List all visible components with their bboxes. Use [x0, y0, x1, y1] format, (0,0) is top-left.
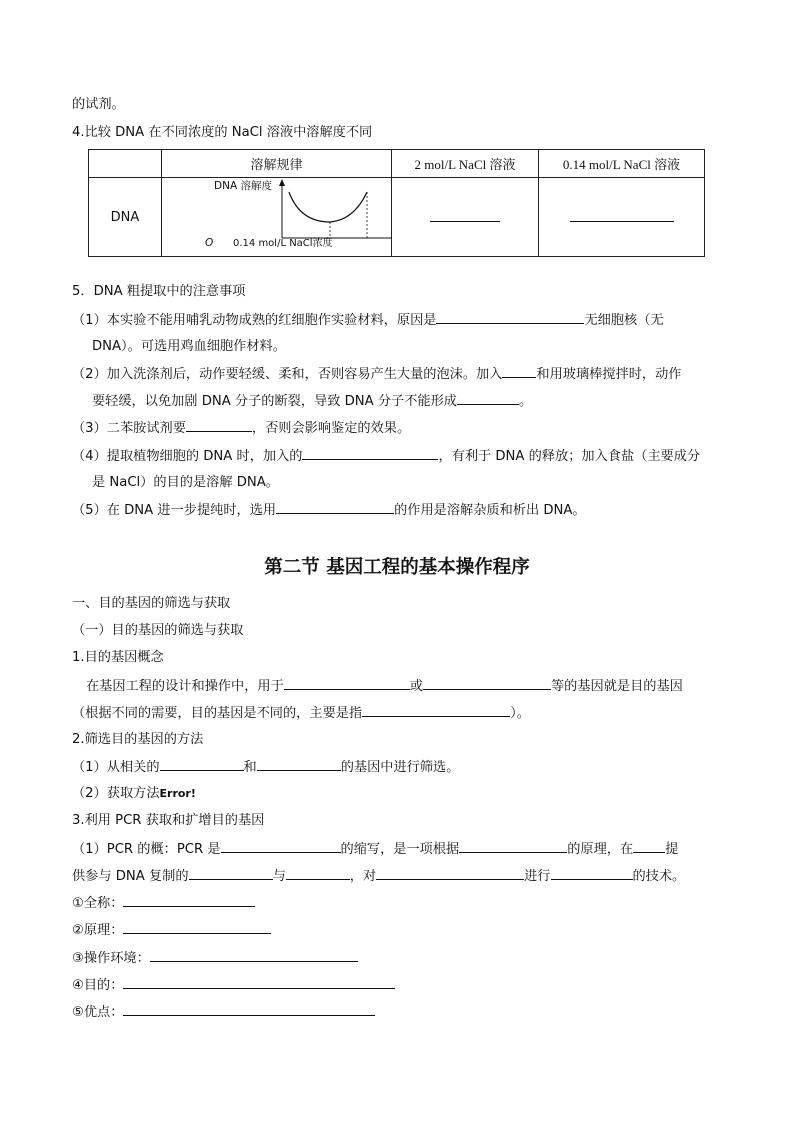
- text-line: 1.目的基因概念: [72, 650, 164, 665]
- fill-blank[interactable]: [123, 976, 395, 989]
- fill-blank[interactable]: [257, 758, 341, 771]
- text-line: （3）二苯胺试剂要 ，否则会影响鉴定的效果。: [72, 421, 411, 436]
- fill-blank[interactable]: [302, 447, 438, 460]
- text-line: 的试剂。: [72, 97, 125, 112]
- fill-blank[interactable]: [457, 392, 519, 405]
- fill-blank[interactable]: [459, 840, 567, 853]
- fill-blank[interactable]: [160, 758, 244, 771]
- text-line: 供参与 DNA 复制的 与 ，对 进行 的技术。: [72, 869, 686, 884]
- fill-blank[interactable]: [633, 840, 665, 853]
- graph-x-label: 0.14 mol/L NaCl浓度: [233, 238, 333, 249]
- text-line: 一、目的基因的筛选与获取: [72, 596, 231, 611]
- text-line: 2.筛选目的基因的方法: [72, 732, 204, 747]
- fill-blank[interactable]: [551, 867, 633, 880]
- answer-cell-2mol[interactable]: [392, 178, 539, 257]
- fill-blank[interactable]: [376, 867, 524, 880]
- text-line: （4）提取植物细胞的 DNA 时，加入的 ，有利于 DNA 的释放；加入食盐（主要成分: [72, 449, 701, 464]
- fill-blank[interactable]: [221, 840, 341, 853]
- fill-blank[interactable]: [423, 677, 551, 690]
- graph-y-label: DNA 溶解度: [214, 180, 272, 192]
- text-line: 4.比较 DNA 在不同浓度的 NaCl 溶液中溶解度不同: [72, 125, 373, 140]
- text-line: （根据不同的需要，目的基因是不同的，主要是指 ）。: [72, 706, 530, 721]
- table-corner-cell: [89, 150, 162, 178]
- table-header-2mol: 2 mol/L NaCl 溶液: [392, 150, 539, 178]
- text-line: 是 NaCl）的目的是溶解 DNA。: [92, 475, 279, 490]
- section-title: 第二节 基因工程的基本操作程序: [264, 557, 530, 578]
- text-line: DNA）。可选用鸡血细胞作材料。: [92, 339, 286, 354]
- text-line: （5）在 DNA 进一步提纯时，选用 的作用是溶解杂质和析出 DNA。: [72, 503, 586, 518]
- fill-blank[interactable]: [362, 704, 510, 717]
- fill-blank[interactable]: [286, 867, 350, 880]
- text-line: 5．DNA 粗提取中的注意事项: [72, 284, 246, 299]
- fill-blank[interactable]: [189, 867, 273, 880]
- solubility-curve: [289, 192, 367, 222]
- text-line: ⑤优点：: [72, 1003, 375, 1022]
- text-line: ④目的：: [72, 976, 395, 995]
- graph-origin-label: O: [205, 237, 214, 249]
- fill-blank[interactable]: [123, 894, 255, 907]
- text-line: 3.利用 PCR 获取和扩增目的基因: [72, 813, 265, 828]
- fill-blank[interactable]: [502, 365, 536, 378]
- fill-blank[interactable]: [123, 921, 271, 934]
- text-line: （1）从相关的 和 的基因中进行筛选。: [72, 760, 460, 775]
- table-header-law: 溶解规律: [162, 150, 392, 178]
- fill-blank[interactable]: [123, 1003, 375, 1016]
- text-line: （1）本实验不能用哺乳动物成熟的红细胞作实验材料，原因是 无细胞核（无: [72, 313, 664, 328]
- text-line: ①全称：: [72, 894, 255, 913]
- text-line: ③操作环境：: [72, 949, 358, 968]
- graph-y-arrow: [279, 179, 285, 186]
- fill-blank[interactable]: [186, 419, 252, 432]
- error-text: Error!: [159, 787, 196, 800]
- fill-blank[interactable]: [276, 501, 394, 514]
- text-line: 在基因工程的设计和操作中，用于 或 等的基因就是目的基因: [86, 679, 683, 694]
- dna-solubility-table: [88, 149, 705, 257]
- table-header-014: 0.14 mol/L NaCl 溶液: [539, 150, 705, 178]
- text-line: （2）获取方法Error!: [72, 786, 196, 801]
- fill-blank[interactable]: [284, 677, 410, 690]
- answer-cell-014[interactable]: [539, 178, 705, 257]
- text-line: （1）PCR 的概：PCR 是 的缩写，是一项根据 的原理，在 提: [72, 842, 679, 857]
- text-line: ②原理：: [72, 921, 271, 940]
- fill-blank[interactable]: [150, 949, 358, 962]
- table-row-label: DNA: [89, 178, 162, 257]
- text-line: （2）加入洗涤剂后，动作要轻缓、柔和，否则容易产生大量的泡沫。加入 和用玻璃棒搅拌时，动作: [72, 367, 682, 382]
- text-line: （一）目的基因的筛选与获取: [72, 623, 244, 638]
- fill-blank[interactable]: [436, 311, 584, 324]
- text-line: 要轻缓，以免加剧 DNA 分子的断裂，导致 DNA 分子不能形成 。: [92, 394, 533, 409]
